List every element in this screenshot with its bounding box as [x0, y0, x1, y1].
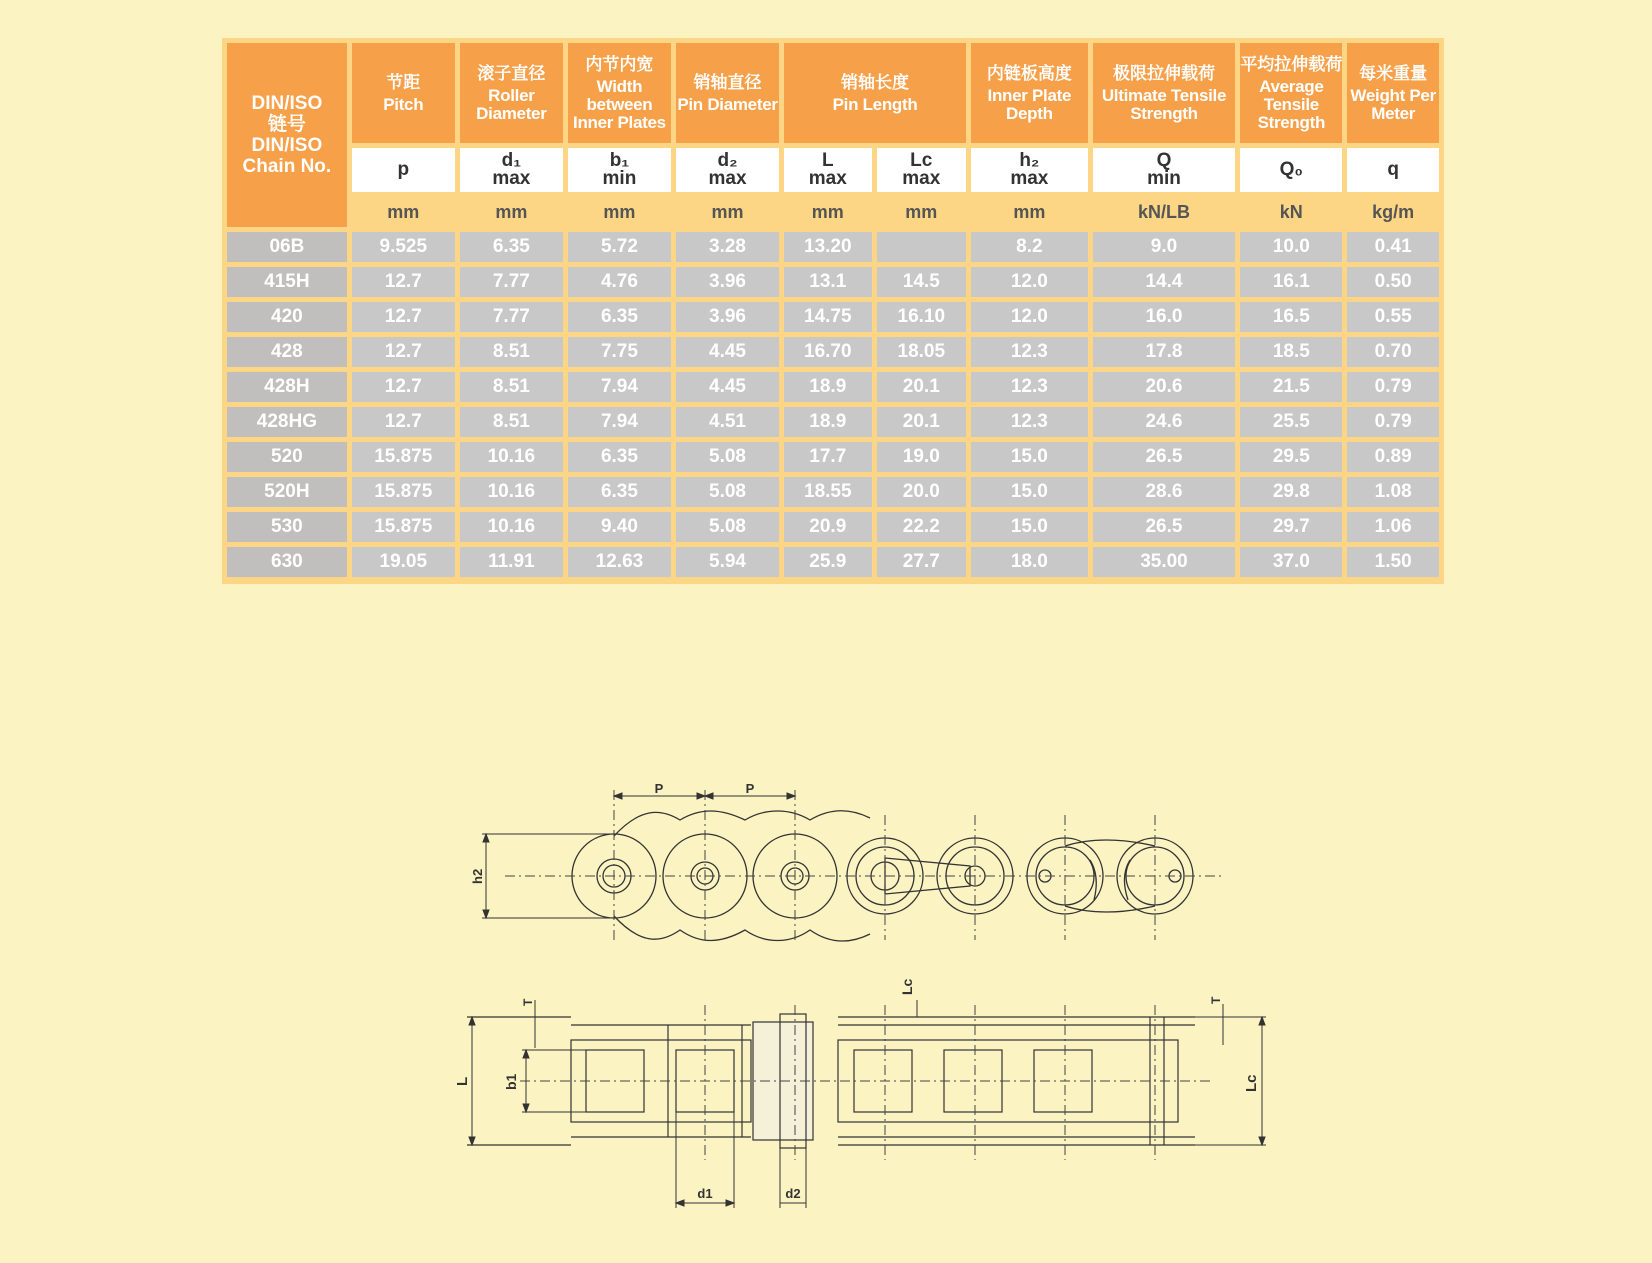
- symbol-limit: max: [808, 168, 847, 189]
- value-cell: 0.79: [1347, 407, 1439, 437]
- column-header-en: Pin Diameter: [677, 94, 778, 114]
- value-cell: 12.7: [352, 337, 455, 367]
- value-cell: 18.55: [784, 477, 871, 507]
- value-cell: 14.75: [784, 302, 871, 332]
- chain-number-cell: 428: [227, 337, 347, 367]
- chain-no-header-line: Chain No.: [242, 156, 332, 177]
- chain-outline-bottom: [614, 916, 870, 941]
- value-cell: 12.0: [971, 267, 1088, 297]
- chain-number-cell: 415H: [227, 267, 347, 297]
- symbol-name: p: [397, 159, 410, 180]
- value-cell: 9.40: [568, 512, 671, 542]
- value-cell: 9.0: [1093, 232, 1236, 262]
- value-cell: 11.91: [460, 547, 563, 577]
- value-cell: 12.7: [352, 372, 455, 402]
- unit-cell: kg/m: [1347, 197, 1439, 227]
- value-cell: 7.94: [568, 407, 671, 437]
- value-cell: 20.6: [1093, 372, 1236, 402]
- column-header-en: Pin Length: [832, 94, 918, 114]
- value-cell: 4.76: [568, 267, 671, 297]
- symbol-limit: max: [492, 168, 531, 189]
- value-cell: 15.875: [352, 512, 455, 542]
- value-cell: 0.79: [1347, 372, 1439, 402]
- value-cell: 16.70: [784, 337, 871, 367]
- symbol-name: d₂: [717, 150, 738, 171]
- pitch-label-2: P: [745, 781, 755, 796]
- value-cell: 20.1: [877, 407, 967, 437]
- L-label: L: [454, 1076, 471, 1086]
- d1-label: d1: [697, 1186, 713, 1201]
- chain-number-cell: 428H: [227, 372, 347, 402]
- d2-label: d2: [785, 1186, 801, 1201]
- value-cell: 19.0: [877, 442, 967, 472]
- column-header-en: Ultimate Tensile Strength: [1101, 85, 1227, 123]
- unit-cell: mm: [784, 197, 871, 227]
- value-cell: 6.35: [568, 477, 671, 507]
- value-cell: 12.3: [971, 407, 1088, 437]
- value-cell: 1.50: [1347, 547, 1439, 577]
- value-cell: 6.35: [460, 232, 563, 262]
- chain-number-cell: 630: [227, 547, 347, 577]
- value-cell: 4.45: [676, 372, 779, 402]
- value-cell: 10.16: [460, 512, 563, 542]
- value-cell: 29.5: [1240, 442, 1342, 472]
- column-header-en: Inner Plate Depth: [987, 85, 1072, 123]
- column-header-en: Average Tensile Strength: [1257, 76, 1326, 132]
- symbol-name: L: [821, 150, 834, 171]
- column-header-zh: 每米重量: [1359, 63, 1428, 83]
- column-header-zh: 销轴直径: [693, 72, 762, 92]
- value-cell: 5.94: [676, 547, 779, 577]
- value-cell: 20.0: [877, 477, 967, 507]
- unit-cell: kN: [1240, 197, 1342, 227]
- chain-number-cell: 520: [227, 442, 347, 472]
- value-cell: 19.05: [352, 547, 455, 577]
- value-cell: 1.06: [1347, 512, 1439, 542]
- value-cell: 20.1: [877, 372, 967, 402]
- symbol-name: Lc: [910, 150, 933, 171]
- value-cell: 29.8: [1240, 477, 1342, 507]
- value-cell: 17.8: [1093, 337, 1236, 367]
- value-cell: 29.7: [1240, 512, 1342, 542]
- value-cell: 10.16: [460, 477, 563, 507]
- value-cell: 13.1: [784, 267, 871, 297]
- value-cell: 6.35: [568, 442, 671, 472]
- value-cell: 35.00: [1093, 547, 1236, 577]
- value-cell: 9.525: [352, 232, 455, 262]
- symbol-limit: min: [602, 168, 637, 189]
- value-cell: 15.0: [971, 477, 1088, 507]
- value-cell: 15.0: [971, 512, 1088, 542]
- value-cell: 0.41: [1347, 232, 1439, 262]
- value-cell: 12.7: [352, 407, 455, 437]
- value-cell: 26.5: [1093, 442, 1236, 472]
- value-cell: 0.89: [1347, 442, 1439, 472]
- chain-no-header-line: DIN/ISO: [251, 135, 323, 156]
- value-cell: 8.2: [971, 232, 1088, 262]
- pitch-label-1: P: [654, 781, 664, 796]
- Lc-right-label: Lc: [1243, 1074, 1260, 1092]
- value-cell: 18.9: [784, 372, 871, 402]
- value-cell: 18.9: [784, 407, 871, 437]
- value-cell: 0.50: [1347, 267, 1439, 297]
- chain-number-cell: 520H: [227, 477, 347, 507]
- value-cell: 0.70: [1347, 337, 1439, 367]
- bottom-dimensions: [469, 1000, 1266, 1208]
- unit-cell: mm: [877, 197, 967, 227]
- value-cell: 4.45: [676, 337, 779, 367]
- value-cell: 28.6: [1093, 477, 1236, 507]
- value-cell: 14.5: [877, 267, 967, 297]
- symbol-limit: max: [1010, 168, 1049, 189]
- value-cell: 37.0: [1240, 547, 1342, 577]
- value-cell: 25.5: [1240, 407, 1342, 437]
- value-cell: 10.0: [1240, 232, 1342, 262]
- value-cell: 16.5: [1240, 302, 1342, 332]
- column-header-zh: 滚子直径: [477, 63, 546, 83]
- value-cell: 15.875: [352, 477, 455, 507]
- value-cell: 5.72: [568, 232, 671, 262]
- value-cell: 14.4: [1093, 267, 1236, 297]
- value-cell: 8.51: [460, 372, 563, 402]
- value-cell: 4.51: [676, 407, 779, 437]
- value-cell: 16.10: [877, 302, 967, 332]
- column-header-zh: 销轴长度: [841, 72, 910, 92]
- column-header-en: Width between Inner Plates: [573, 76, 666, 132]
- value-cell: 25.9: [784, 547, 871, 577]
- value-cell: 6.35: [568, 302, 671, 332]
- value-cell: 20.9: [784, 512, 871, 542]
- symbol-name: Q₀: [1279, 159, 1303, 180]
- value-cell: 3.28: [676, 232, 779, 262]
- chain-number-cell: 420: [227, 302, 347, 332]
- symbol-name: b₁: [609, 150, 630, 171]
- chain-no-header-line: 链号: [267, 114, 306, 135]
- value-cell: 1.08: [1347, 477, 1439, 507]
- value-cell: 7.94: [568, 372, 671, 402]
- value-cell: 10.16: [460, 442, 563, 472]
- value-cell: 13.20: [784, 232, 871, 262]
- value-cell: 8.51: [460, 337, 563, 367]
- column-header-en: Roller Diameter: [476, 85, 547, 123]
- unit-cell: kN/LB: [1093, 197, 1236, 227]
- unit-cell: mm: [568, 197, 671, 227]
- value-cell: 22.2: [877, 512, 967, 542]
- value-cell: 7.77: [460, 267, 563, 297]
- value-cell: 3.96: [676, 302, 779, 332]
- chain-number-cell: 428HG: [227, 407, 347, 437]
- value-cell: 15.0: [971, 442, 1088, 472]
- value-cell: 18.5: [1240, 337, 1342, 367]
- chain-number-cell: 06B: [227, 232, 347, 262]
- value-cell: 18.05: [877, 337, 967, 367]
- symbol-limit: max: [708, 168, 747, 189]
- value-cell: 27.7: [877, 547, 967, 577]
- value-cell: 8.51: [460, 407, 563, 437]
- value-cell: 12.63: [568, 547, 671, 577]
- value-cell: 24.6: [1093, 407, 1236, 437]
- value-cell: 0.55: [1347, 302, 1439, 332]
- symbol-name: Q: [1156, 150, 1172, 171]
- b1-label: b1: [503, 1073, 519, 1090]
- T-right-label: T: [1209, 996, 1223, 1004]
- column-header-zh: 内节内宽: [585, 54, 654, 74]
- value-cell: 5.08: [676, 512, 779, 542]
- symbol-limit: min: [1147, 168, 1181, 189]
- symbol-name: h₂: [1019, 150, 1040, 171]
- Lc-top-label: Lc: [899, 978, 915, 995]
- value-cell: 5.08: [676, 477, 779, 507]
- value-cell: 5.08: [676, 442, 779, 472]
- value-cell: 15.875: [352, 442, 455, 472]
- T-left-label: T: [521, 998, 535, 1006]
- column-header-zh: 极限拉伸载荷: [1112, 63, 1215, 83]
- value-cell: 17.7: [784, 442, 871, 472]
- value-cell: 12.3: [971, 337, 1088, 367]
- value-cell: 12.3: [971, 372, 1088, 402]
- column-header-en: Weight Per Meter: [1350, 85, 1436, 123]
- symbol-name: d₁: [501, 150, 522, 171]
- value-cell: 16.0: [1093, 302, 1236, 332]
- symbol-limit: max: [902, 168, 941, 189]
- value-cell: 7.77: [460, 302, 563, 332]
- value-cell: 18.0: [971, 547, 1088, 577]
- value-cell: 12.0: [971, 302, 1088, 332]
- value-cell: 26.5: [1093, 512, 1236, 542]
- value-cell: 16.1: [1240, 267, 1342, 297]
- unit-cell: mm: [971, 197, 1088, 227]
- unit-cell: mm: [676, 197, 779, 227]
- h2-label: h2: [470, 868, 485, 884]
- value-cell: 12.7: [352, 267, 455, 297]
- chain-outline-top: [614, 811, 870, 836]
- value-cell: 12.7: [352, 302, 455, 332]
- value-cell: 3.96: [676, 267, 779, 297]
- column-header-zh: 内链板高度: [986, 63, 1072, 83]
- value-cell: 7.75: [568, 337, 671, 367]
- column-header-zh: 平均拉伸载荷: [1240, 54, 1343, 74]
- value-cell: 21.5: [1240, 372, 1342, 402]
- column-header-zh: 节距: [386, 72, 421, 92]
- chain-number-cell: 530: [227, 512, 347, 542]
- unit-cell: mm: [352, 197, 455, 227]
- symbol-name: q: [1387, 159, 1399, 180]
- chain-no-header-line: DIN/ISO: [251, 93, 323, 114]
- column-header-en: Pitch: [383, 94, 424, 114]
- unit-cell: mm: [460, 197, 563, 227]
